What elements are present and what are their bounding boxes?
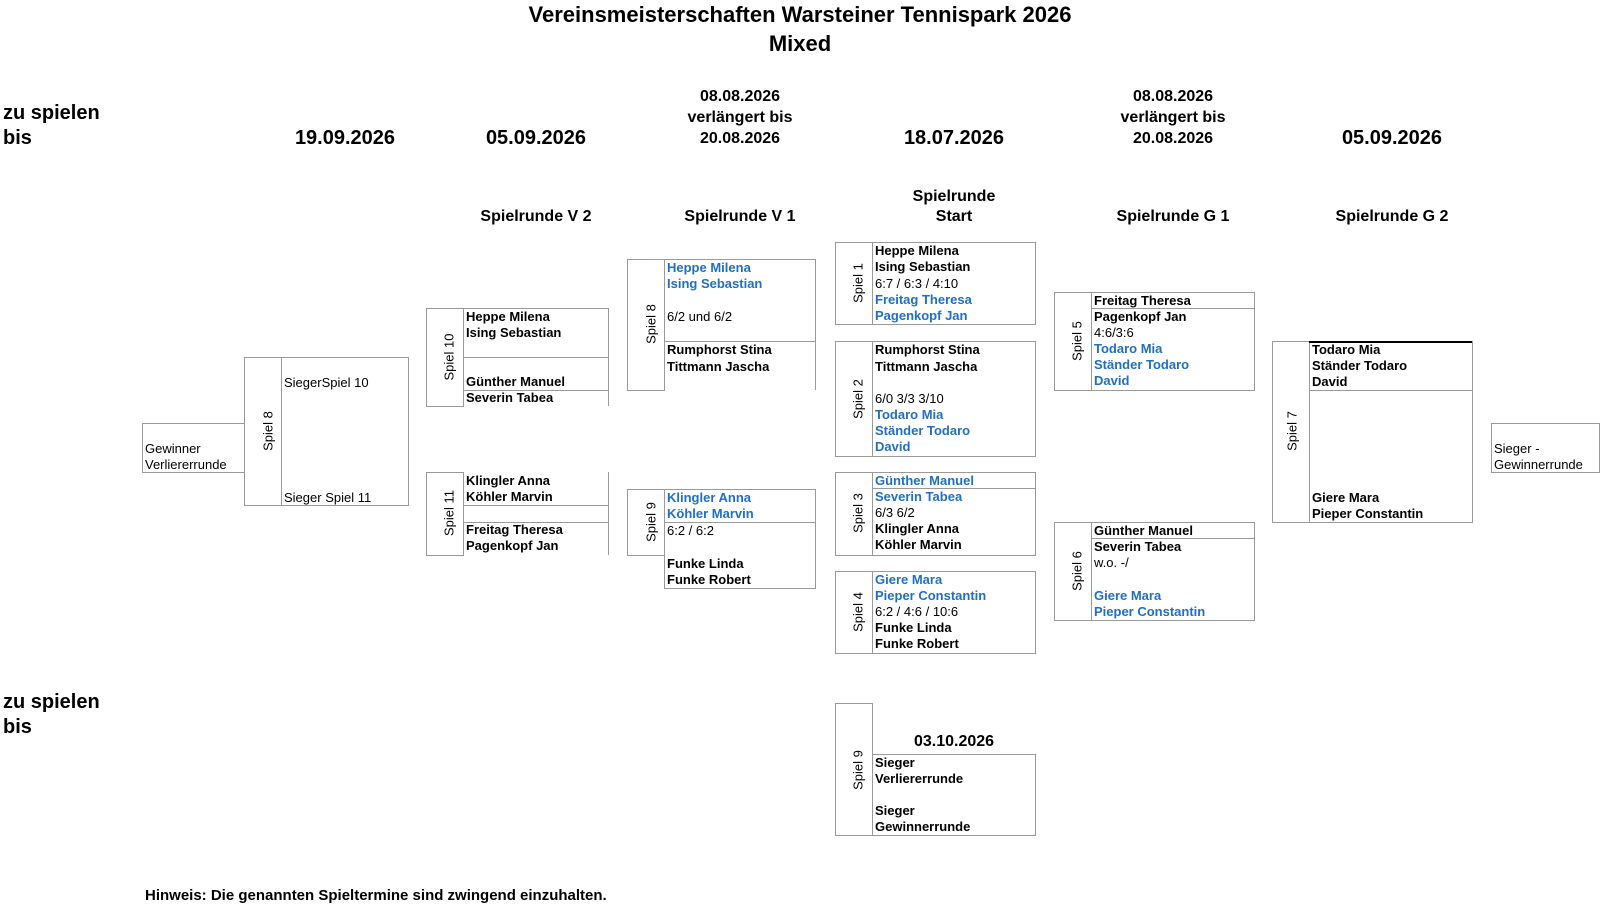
winner-name: Giere Mara bbox=[875, 572, 943, 587]
score: 6/2 und 6/2 bbox=[667, 309, 733, 324]
label: SiegerSpiel 10 bbox=[284, 375, 369, 390]
winner-name: Todaro Mia bbox=[1094, 341, 1163, 356]
score: w.o. -/ bbox=[1094, 555, 1129, 570]
player-name: Pagenkopf Jan bbox=[1094, 309, 1187, 324]
label: Sieger - bbox=[1494, 441, 1540, 456]
player-name: Tittmann Jascha bbox=[667, 359, 770, 374]
label: Gewinnerrunde bbox=[1494, 457, 1583, 472]
player-name: Todaro Mia bbox=[1312, 342, 1381, 357]
round-start-line1: Spielrunde bbox=[912, 188, 996, 205]
page-subtitle: Mixed bbox=[768, 31, 832, 56]
label: Sieger Spiel 11 bbox=[284, 490, 372, 505]
game-label: Spiel 10 bbox=[441, 333, 457, 381]
score: 6/3 6/2 bbox=[875, 505, 915, 520]
winner-name: Pieper Constantin bbox=[875, 588, 987, 603]
winner-name: David bbox=[1094, 373, 1130, 388]
game-label: Spiel 3 bbox=[850, 493, 866, 533]
winner-name: Ising Sebastian bbox=[667, 276, 763, 291]
player-name: Ising Sebastian bbox=[466, 325, 562, 340]
label: Gewinner bbox=[145, 441, 201, 456]
player-name: Funke Linda bbox=[875, 620, 952, 635]
player-name: Günther Manuel bbox=[466, 374, 565, 389]
player-name: Freitag Theresa bbox=[466, 522, 563, 537]
round-g1: Spielrunde G 1 bbox=[1116, 208, 1230, 225]
player-name: Funke Robert bbox=[667, 572, 751, 587]
player-name: Heppe Milena bbox=[466, 309, 550, 324]
date-g1-line1: 08.08.2026 bbox=[1132, 88, 1214, 105]
date-g2: 05.09.2026 bbox=[1341, 127, 1443, 149]
game-label: Spiel 9 bbox=[850, 750, 866, 790]
score: 6/0 3/3 3/10 bbox=[875, 391, 944, 406]
winner-name: Köhler Marvin bbox=[667, 506, 754, 521]
date-final: 19.09.2026 bbox=[294, 127, 396, 149]
deadline-label-bottom: zu spielen bis bbox=[3, 691, 100, 738]
player-name: Freitag Theresa bbox=[1094, 293, 1191, 308]
player-name: Sieger bbox=[875, 803, 915, 818]
game-label: Spiel 7 bbox=[1284, 411, 1300, 451]
date-g1-line3: 20.08.2026 bbox=[1132, 130, 1214, 147]
player-name: Severin Tabea bbox=[466, 390, 554, 405]
player-name: Ising Sebastian bbox=[875, 259, 971, 274]
winner-name: Pagenkopf Jan bbox=[875, 308, 968, 323]
date-v1-line1: 08.08.2026 bbox=[699, 88, 781, 105]
winner-name: Heppe Milena bbox=[667, 260, 751, 275]
player-name: Rumphorst Stina bbox=[667, 342, 772, 357]
date-v1-line2: verlängert bis bbox=[687, 109, 793, 126]
player-name: Pieper Constantin bbox=[1312, 506, 1424, 521]
player-name: Köhler Marvin bbox=[466, 489, 553, 504]
player-name: Heppe Milena bbox=[875, 243, 959, 258]
score: 6:2 / 4:6 / 10:6 bbox=[875, 604, 959, 619]
round-start-line2: Start bbox=[935, 208, 973, 225]
score: 6:7 / 6:3 / 4:10 bbox=[875, 276, 959, 291]
round-v1: Spielrunde V 1 bbox=[684, 208, 796, 225]
game-label: Spiel 4 bbox=[850, 592, 866, 632]
player-name: Klingler Anna bbox=[875, 521, 960, 536]
player-name: Funke Robert bbox=[875, 636, 959, 651]
player-name: Gewinnerrunde bbox=[875, 819, 971, 834]
date-v1-line3: 20.08.2026 bbox=[699, 130, 781, 147]
game-label: Spiel 2 bbox=[850, 379, 866, 419]
footer-note: Hinweis: Die genannten Spieltermine sind zwingend einzuhalten. bbox=[145, 887, 607, 904]
player-name: Ständer Todaro bbox=[1312, 358, 1408, 373]
player-name: Sieger bbox=[875, 755, 915, 770]
final-date: 03.10.2026 bbox=[913, 733, 995, 750]
score: 6:2 / 6:2 bbox=[667, 523, 714, 538]
player-name: Köhler Marvin bbox=[875, 537, 962, 552]
game-label: Spiel 8 bbox=[260, 411, 276, 451]
game-label: Spiel 9 bbox=[643, 502, 659, 542]
winner-name: Pieper Constantin bbox=[1094, 604, 1206, 619]
date-v2: 05.09.2026 bbox=[485, 127, 587, 149]
player-name: Rumphorst Stina bbox=[875, 342, 980, 357]
page-title: Vereinsmeisterschaften Warsteiner Tennispark 2026 bbox=[528, 2, 1072, 27]
player-name: Severin Tabea bbox=[1094, 539, 1182, 554]
player-name: Tittmann Jascha bbox=[875, 359, 978, 374]
player-name: Günther Manuel bbox=[1094, 523, 1193, 538]
winner-name: Giere Mara bbox=[1094, 588, 1162, 603]
game-label: Spiel 8 bbox=[643, 304, 659, 344]
winner-name: Günther Manuel bbox=[875, 473, 974, 488]
winner-name: Severin Tabea bbox=[875, 489, 963, 504]
game-label: Spiel 6 bbox=[1069, 551, 1085, 591]
winner-name: David bbox=[875, 439, 911, 454]
player-name: Pagenkopf Jan bbox=[466, 538, 559, 553]
player-name: Klingler Anna bbox=[466, 473, 551, 488]
date-start: 18.07.2026 bbox=[903, 127, 1005, 149]
deadline-label: zu spielen bis bbox=[3, 102, 100, 149]
game-label: Spiel 11 bbox=[441, 489, 457, 537]
game-label: Spiel 5 bbox=[1069, 321, 1085, 361]
score: 4:6/3:6 bbox=[1094, 325, 1134, 340]
round-v2: Spielrunde V 2 bbox=[480, 208, 592, 225]
label: Verliererrunde bbox=[145, 457, 227, 472]
game-label: Spiel 1 bbox=[850, 263, 866, 303]
winner-name: Todaro Mia bbox=[875, 407, 944, 422]
player-name: David bbox=[1312, 374, 1348, 389]
winner-name: Freitag Theresa bbox=[875, 292, 972, 307]
round-g2: Spielrunde G 2 bbox=[1335, 208, 1449, 225]
winner-name: Ständer Todaro bbox=[875, 423, 971, 438]
winner-name: Klingler Anna bbox=[667, 490, 752, 505]
player-name: Verliererrunde bbox=[875, 771, 964, 786]
player-name: Giere Mara bbox=[1312, 490, 1380, 505]
date-g1-line2: verlängert bis bbox=[1120, 109, 1226, 126]
player-name: Funke Linda bbox=[667, 556, 744, 571]
winner-name: Ständer Todaro bbox=[1094, 357, 1190, 372]
